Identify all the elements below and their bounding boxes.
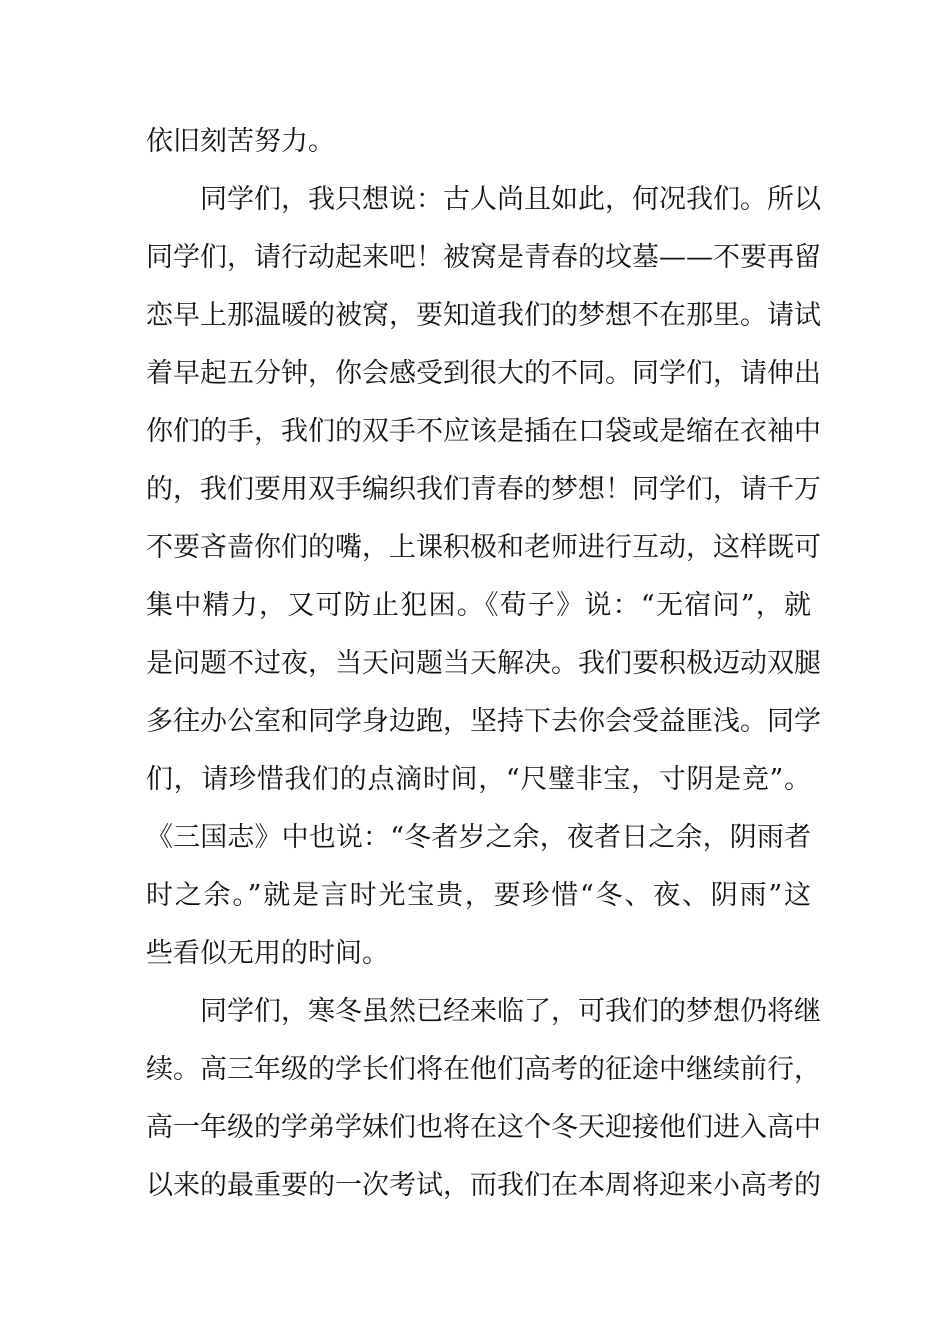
text-line: 《三国志》中也说：“冬者岁之余，夜者日之余，阴雨者 xyxy=(146,822,811,853)
text-line: 的，我们要用双手编织我们青春的梦想！同学们，请千万 xyxy=(146,474,821,505)
text-line: 你们的手，我们的双手不应该是插在口袋或是缩在衣袖中 xyxy=(146,416,821,447)
text-line: 同学们，请行动起来吧！被窝是青春的坟墓——不要再留 xyxy=(146,242,821,273)
text-line: 些看似无用的时间。 xyxy=(146,938,389,969)
text-line: 时之余。”就是言时光宝贵，要珍惜“冬、夜、阴雨”这 xyxy=(146,880,811,911)
text-line: 依旧刻苦努力。 xyxy=(146,126,335,157)
text-line: 是问题不过夜，当天问题当天解决。我们要积极迈动双腿 xyxy=(146,648,821,679)
text-line: 们，请珍惜我们的点滴时间，“尺璧非宝，寸阴是竞”。 xyxy=(146,764,811,795)
paragraph-start-line: 同学们，我只想说：古人尚且如此，何况我们。所以 xyxy=(200,184,821,215)
text-line: 多往办公室和同学身边跑，坚持下去你会受益匪浅。同学 xyxy=(146,706,821,737)
text-line: 不要吝啬你们的嘴，上课积极和老师进行互动，这样既可 xyxy=(146,532,821,563)
paragraph-start-line: 同学们，寒冬虽然已经来临了，可我们的梦想仍将继 xyxy=(200,996,821,1027)
text-line: 着早起五分钟，你会感受到很大的不同。同学们，请伸出 xyxy=(146,358,821,389)
text-line: 高一年级的学弟学妹们也将在这个冬天迎接他们进入高中 xyxy=(146,1112,821,1143)
document-body xyxy=(146,113,821,1215)
text-line: 以来的最重要的一次考试，而我们在本周将迎来小高考的 xyxy=(146,1170,821,1201)
text-line: 恋早上那温暖的被窝，要知道我们的梦想不在那里。请试 xyxy=(146,300,821,331)
text-line: 集中精力，又可防止犯困。《荀子》说：“无宿问”，就 xyxy=(146,590,811,621)
text-line: 续。高三年级的学长们将在他们高考的征途中继续前行， xyxy=(146,1054,821,1085)
